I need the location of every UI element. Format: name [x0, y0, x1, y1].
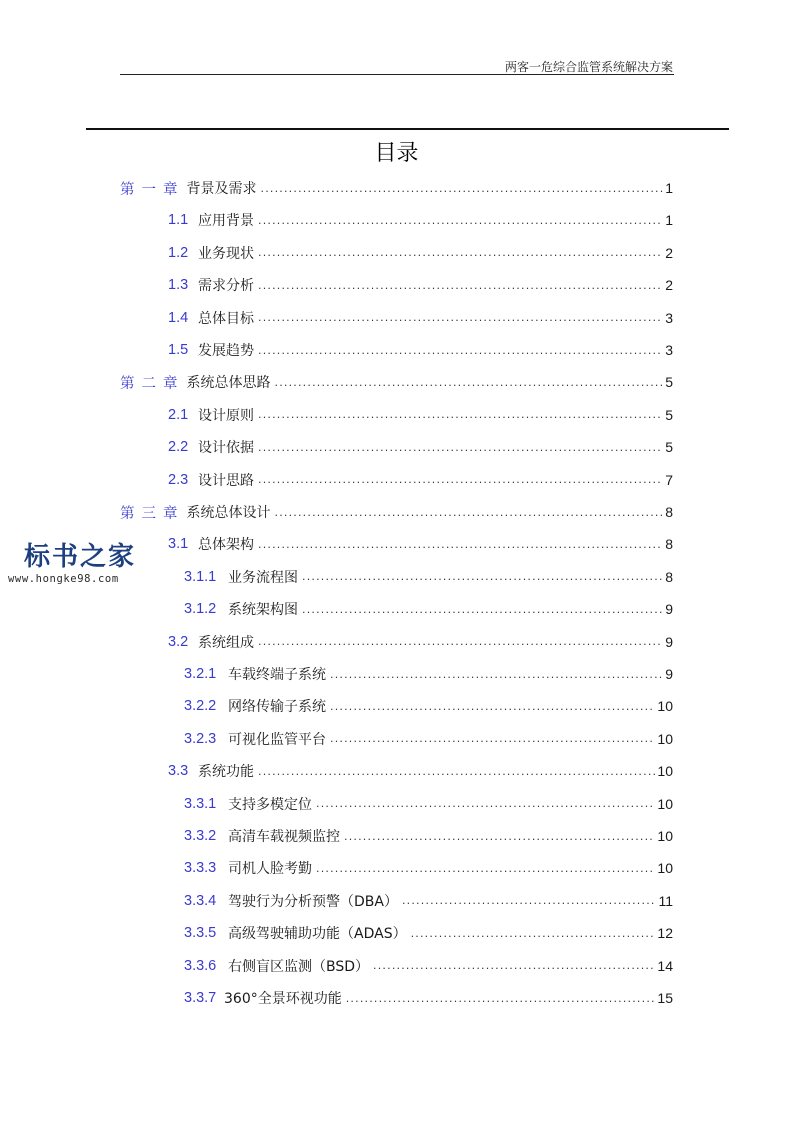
toc-dot-leader: [258, 345, 663, 356]
toc-entry[interactable]: [184, 658, 673, 690]
toc-entry-page-number: 5: [665, 406, 673, 423]
toc-dot-leader: [330, 733, 655, 744]
toc-entry[interactable]: [168, 334, 673, 366]
toc-entry-number: 1.4: [168, 309, 189, 326]
toc-dot-leader: [316, 863, 655, 874]
toc-entry-label: 驾驶行为分析预警（DBA）: [228, 893, 398, 910]
toc-entry-page-number: 14: [657, 957, 673, 974]
toc-entry-page-number: 8: [665, 504, 673, 520]
toc-entry-label: 发展趋势: [198, 343, 254, 359]
toc-entry-label: 设计原则: [198, 407, 254, 424]
toc-entry-label: 系统总体思路: [186, 375, 271, 392]
toc-entry-number: 3.3.4: [184, 892, 217, 909]
toc-entry-number: 3.3.1: [184, 795, 217, 812]
toc-entry-page-number: 5: [665, 439, 673, 456]
toc-entry-page-number: 10: [657, 860, 673, 877]
toc-entry[interactable]: [184, 690, 673, 722]
toc-entry-label: 可视化监管平台: [228, 731, 326, 748]
toc-entry-label: 总体架构: [198, 537, 254, 554]
toc-entry-label: 系统组成: [198, 634, 254, 651]
toc-entry-number: 2.1: [168, 406, 189, 423]
toc-entry-label: 网络传输子系统: [228, 699, 326, 716]
toc-dot-leader: [258, 247, 663, 258]
toc-entry[interactable]: [184, 982, 673, 1014]
document-header-title: 两客一危综合监管系统解决方案: [504, 60, 673, 74]
toc-dot-leader: [261, 183, 664, 194]
toc-entry-number: 3.3.2: [184, 828, 217, 844]
toc-entry[interactable]: [168, 399, 673, 431]
toc-entry-number: 3.2.3: [184, 730, 217, 747]
toc-entry-page-number: 10: [657, 698, 673, 715]
toc-dot-leader: [258, 312, 663, 323]
toc-entry-label: 业务现状: [198, 245, 254, 262]
toc-entry[interactable]: [168, 302, 673, 334]
toc-entry-number: 3.1.2: [184, 601, 217, 618]
toc-entry-label: 支持多模定位: [228, 796, 312, 813]
toc-entry-page-number: 10: [657, 730, 673, 747]
toc-entry-label: 设计思路: [198, 472, 254, 489]
toc-dot-leader: [275, 507, 664, 518]
toc-entry-page-number: 11: [658, 892, 673, 909]
toc-dot-leader: [258, 766, 655, 777]
toc-entry-number: 2.3: [168, 471, 189, 488]
toc-entry-label: 系统总体设计: [186, 505, 271, 521]
toc-entry-label: 司机人脸考勤: [228, 861, 312, 878]
toc-top-divider: [86, 128, 729, 130]
toc-dot-leader: [258, 539, 663, 550]
toc-entry-page-number: 8: [665, 568, 673, 585]
toc-dot-leader: [346, 993, 656, 1004]
toc-entry-number: 第三章: [120, 505, 185, 522]
toc-entry[interactable]: [168, 755, 673, 787]
toc-entry-label: 右侧盲区监测（BSD）: [228, 958, 370, 975]
toc-entry-page-number: 5: [665, 374, 673, 391]
toc-dot-leader: [402, 895, 656, 906]
toc-entry[interactable]: [168, 204, 673, 236]
toc-entry-page-number: 1: [665, 180, 673, 196]
watermark-brand: 标书之家: [24, 542, 137, 572]
toc-entry-label: 应用背景: [198, 213, 254, 230]
toc-entry[interactable]: [168, 269, 673, 301]
toc-entry[interactable]: [184, 561, 673, 593]
toc-dot-leader: [330, 701, 655, 712]
toc-entry-number: 3.1: [168, 536, 189, 553]
toc-title: 目录: [374, 141, 419, 166]
toc-entry-page-number: 3: [665, 342, 673, 358]
toc-entry-page-number: 2: [665, 244, 673, 261]
toc-entry[interactable]: [168, 528, 673, 560]
toc-entry-number: 1.1: [168, 212, 189, 229]
toc-entry-page-number: 3: [665, 309, 673, 326]
toc-entry[interactable]: [184, 820, 673, 852]
toc-dot-leader: [258, 474, 663, 485]
toc-entry-page-number: 12: [657, 925, 673, 942]
toc-dot-leader: [330, 669, 663, 680]
toc-entry-label: 车载终端子系统: [228, 667, 326, 683]
toc-dot-leader: [258, 215, 663, 226]
toc-entry-number: 1.2: [168, 244, 189, 261]
toc-entry-page-number: 10: [657, 763, 673, 780]
toc-entry-number: 1.5: [168, 342, 189, 358]
toc-dot-leader: [258, 280, 663, 291]
toc-entry-page-number: 15: [657, 990, 673, 1006]
toc-entry[interactable]: [168, 431, 673, 463]
toc-entry-page-number: 9: [665, 601, 673, 618]
toc-entry-number: 3.1.1: [184, 568, 217, 585]
toc-entry-number: 3.3.3: [184, 860, 217, 877]
toc-entry[interactable]: [168, 237, 673, 269]
toc-entry-number: 3.2.2: [184, 698, 217, 715]
toc-entry[interactable]: [184, 950, 673, 982]
toc-entry-number: 3.3.7: [184, 990, 217, 1006]
toc-entry-label: 设计依据: [198, 440, 254, 457]
toc-entry-page-number: 2: [665, 277, 673, 294]
toc-entry-number: 第一章: [120, 181, 185, 198]
toc-dot-leader: [302, 571, 663, 582]
toc-entry-label: 系统架构图: [228, 602, 298, 619]
toc-entry[interactable]: [184, 593, 673, 625]
toc-entry-page-number: 10: [657, 828, 673, 844]
toc-dot-leader: [316, 798, 655, 809]
toc-entry-page-number: 8: [665, 536, 673, 553]
toc-entry-number: 第二章: [120, 375, 185, 392]
toc-entry-page-number: 7: [665, 471, 673, 488]
toc-entry-number: 1.3: [168, 277, 189, 294]
toc-entry[interactable]: [184, 852, 673, 884]
toc-entry-number: 3.2: [168, 633, 189, 650]
toc-dot-leader: [258, 636, 663, 647]
toc-entry-label: 业务流程图: [228, 569, 298, 586]
header-divider: [120, 74, 674, 75]
toc-entry-label: 需求分析: [198, 278, 254, 295]
toc-entry-label: 背景及需求: [186, 181, 257, 197]
toc-dot-leader: [302, 604, 663, 615]
toc-entry-label: 系统功能: [198, 764, 254, 781]
toc-entry-number: 3.2.1: [184, 666, 217, 682]
toc-entry-page-number: 10: [657, 795, 673, 812]
toc-entry[interactable]: [184, 788, 673, 820]
toc-entry-page-number: 1: [665, 212, 673, 229]
toc-entry-number: 3.3.6: [184, 957, 217, 974]
toc-entry-label: 高清车载视频监控: [228, 829, 340, 845]
toc-entry[interactable]: [120, 172, 673, 204]
watermark-url: www.hongke98.com: [8, 573, 119, 585]
toc-entry-label: 总体目标: [198, 310, 254, 327]
watermark-logo: [8, 536, 158, 585]
toc-dot-leader: [411, 928, 656, 939]
toc-entry-label: 高级驾驶辅助功能（ADAS）: [228, 926, 407, 943]
toc-entry-number: 2.2: [168, 439, 189, 456]
toc-entry-page-number: 9: [665, 633, 673, 650]
toc-entry[interactable]: [120, 496, 673, 528]
toc-entry-label: 360°全景环视功能: [224, 991, 342, 1007]
toc-entry[interactable]: [120, 366, 673, 398]
toc-entry[interactable]: [184, 723, 673, 755]
toc-dot-leader: [258, 409, 663, 420]
toc-entry-number: 3.3.5: [184, 925, 217, 942]
toc-entry-number: 3.3: [168, 763, 189, 780]
toc-entry[interactable]: [168, 626, 673, 658]
toc-entry[interactable]: [184, 917, 673, 949]
toc-entry[interactable]: [168, 464, 673, 496]
toc-dot-leader: [275, 377, 664, 388]
toc-dot-leader: [344, 831, 655, 842]
toc-dot-leader: [258, 442, 663, 453]
toc-dot-leader: [373, 960, 655, 971]
toc-entry[interactable]: [184, 885, 673, 917]
toc-entry-page-number: 9: [665, 666, 673, 682]
